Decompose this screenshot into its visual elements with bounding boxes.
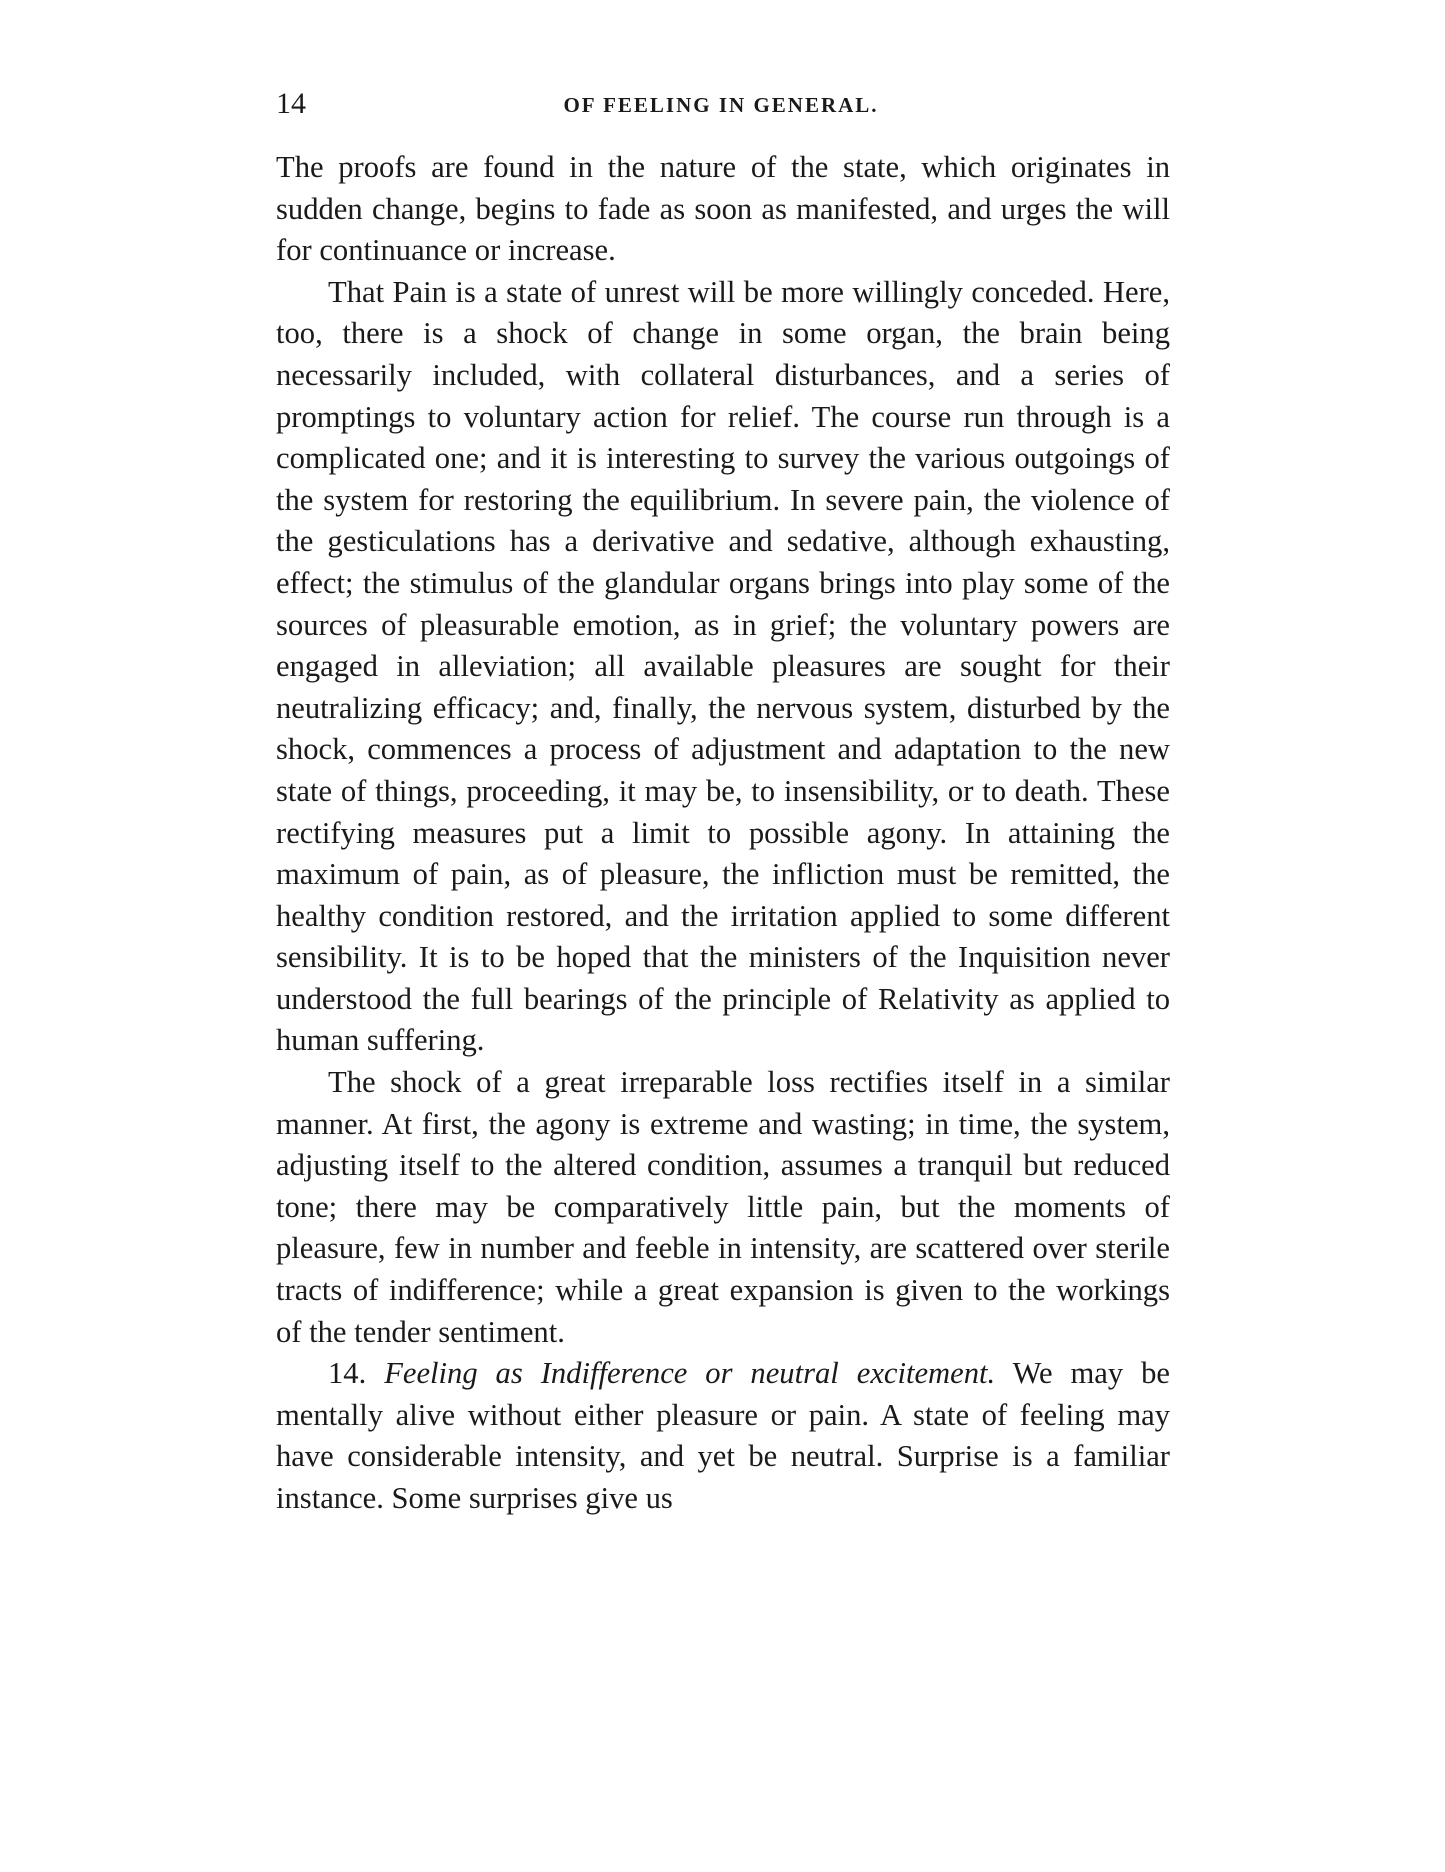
section-text: We may be mentally alive without either pleasure or pain. A state of feeling may have considerable intensity, and yet be neutral. Surprise is a familiar instance. Some surprises give us [276,1356,1170,1515]
paragraph-4-section-14 [276,1353,1170,1519]
running-head [276,84,1166,124]
paragraph-1: The proofs are found in the nature of the state, which originates in sudden change, begins to fade as soon as manifested, and urges the will for continuance or increase. [276,150,1170,268]
paragraph-2: That Pain is a state of unrest will be more willingly conceded. Here, too, there is a shock of change in some organ, the brain being necessarily included, with collateral disturbances, and a series of promptings to voluntary action for relief. The course run through is a complicated one; and it is interesting to survey the various outgoings of the system for restoring the equilibrium. In severe pain, the violence of the gesticulations has a derivative and sedative, although exhausting, effect; the stimulus of the glandular organs brings into play some of the sources of pleasurable emotion, as in grief; the voluntary powers are engaged in alleviation; all available pleasures are sought for their neutralizing efficacy; and, finally, the nervous system, disturbed by the shock, commences a process of adjustment and adaptation to the new state of things, proceeding, it may be, to insensibility, or to death. These rectifying measures put a limit to possible agony. In attaining the maximum of pain, as of pleasure, the infliction must be remitted, the healthy condition restored, and the irritation applied to some different sensibility. It is to be hoped that the ministers of the Inquisition never understood the full bearings of the principle of Relativity as applied to human suffering. [276,274,1170,1058]
section-number: 14. [328,1356,367,1391]
body-text [276,147,1170,1520]
page-number: 14 [276,87,306,120]
section-heading: Feeling as Indifference or neutral excitement. [384,1356,996,1391]
running-title: OF FEELING IN GENERAL. [563,93,879,117]
paragraph-3: The shock of a great irreparable loss rectifies itself in a similar manner. At first, the agony is extreme and wasting; in time, the system, adjusting itself to the altered condition, assumes a tranquil but reduced tone; there may be comparatively little pain, but the moments of pleasure, few in number and feeble in intensity, are scattered over sterile tracts of indifference; while a great expansion is given to the workings of the tender sentiment. [276,1065,1170,1349]
